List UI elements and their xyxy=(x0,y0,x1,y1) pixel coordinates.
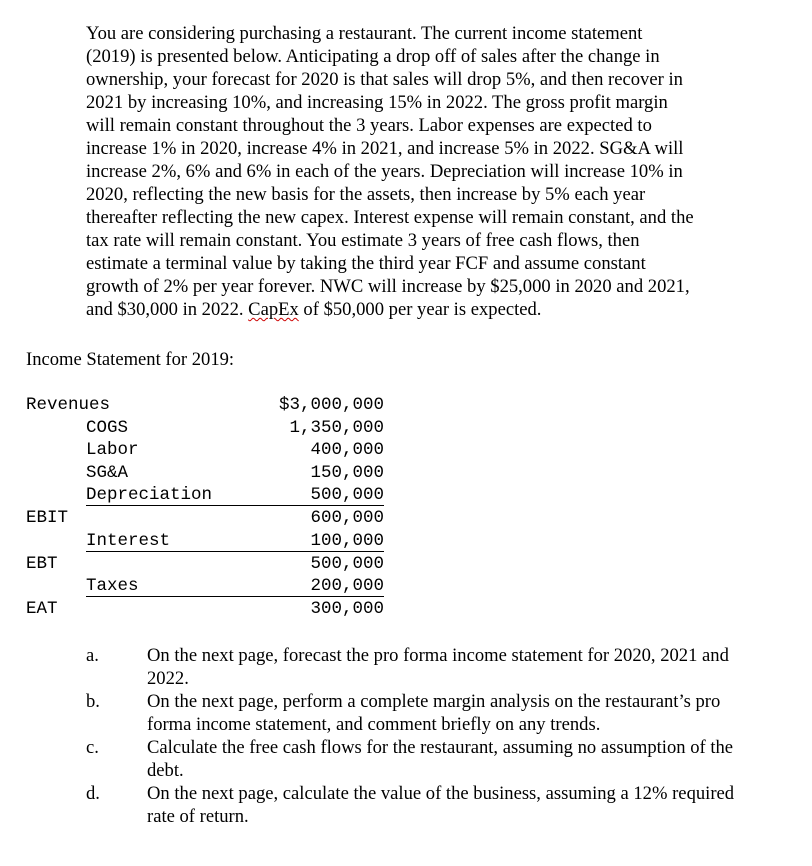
cogs-value: 1,350,000 xyxy=(289,418,384,438)
question-b-letter: b. xyxy=(86,691,100,712)
subtotal-rule-ebit xyxy=(86,505,384,506)
question-c-letter: c. xyxy=(86,737,99,758)
ebit-value: 600,000 xyxy=(310,508,384,528)
problem-text-end: of $50,000 per year is expected. xyxy=(298,299,542,320)
question-a-text: On the next page, forecast the pro forma income statement for 2020, 2021 and 2022. xyxy=(147,645,729,689)
taxes-value: 200,000 xyxy=(310,576,384,596)
revenues-value: $3,000,000 xyxy=(278,395,384,415)
subtotal-rule-ebt xyxy=(86,551,384,552)
sga-value: 150,000 xyxy=(310,463,384,483)
eat-value: 300,000 xyxy=(310,599,384,619)
question-d-text: On the next page, calculate the value of the business, assuming a 12% required rate of return. xyxy=(147,783,735,827)
sga-label: SG&A xyxy=(86,463,129,483)
question-a-letter: a. xyxy=(86,645,99,666)
ebt-value: 500,000 xyxy=(310,554,384,574)
revenues-label: Revenues xyxy=(26,395,111,415)
taxes-label: Taxes xyxy=(86,576,139,596)
problem-text-main: You are considering purchasing a restaurant. The current income statement (2019) is presented below. Anticipating a drop off of sales after the change in ownership, your forecast for 2020 is that sales will drop 5%, and then recover in 2021 by increasing 10%, and increasing 15% in 2022. The gross profit margin will remain constant throughout the 3 years. Labor expenses are expected to increase 1% in 2020, increase 4% in 2021, and increase 5% in 2022. SG&A will increase 2%, 6% and 6% in each of the years. Depreciation will increase 10% in 2020, reflecting the new basis for the assets, then increase by 5% each year thereafter reflecting the new capex. Interest expense will remain constant, and the tax rate will remain constant. You estimate 3 years of free cash flows, then estimate a terminal value by taking the third year FCF and assume constant growth of 2% per year forever. NWC will increase by $25,000 in 2020 and 2021, and $30,000 in 2022. xyxy=(86,23,694,320)
question-c-text: Calculate the free cash flows for the restaurant, assuming no assumption of the debt. xyxy=(147,737,734,781)
cogs-label: COGS xyxy=(86,418,129,438)
eat-label: EAT xyxy=(26,599,58,619)
question-b-text: On the next page, perform a complete margin analysis on the restaurant’s pro forma income statement, and comment briefly on any trends. xyxy=(147,691,721,735)
subtotal-rule-eat xyxy=(86,596,384,597)
ebt-label: EBT xyxy=(26,554,58,574)
capex-spellcheck-word: CapEx xyxy=(248,299,299,320)
ebit-label: EBIT xyxy=(26,508,69,528)
depreciation-label: Depreciation xyxy=(86,485,213,505)
problem-statement xyxy=(86,22,762,321)
interest-value: 100,000 xyxy=(310,531,384,551)
labor-value: 400,000 xyxy=(310,440,384,460)
depreciation-value: 500,000 xyxy=(310,485,384,505)
labor-label: Labor xyxy=(86,440,139,460)
interest-label: Interest xyxy=(86,531,171,551)
income-statement-title: Income Statement for 2019: xyxy=(26,349,235,370)
question-d-letter: d. xyxy=(86,783,100,804)
